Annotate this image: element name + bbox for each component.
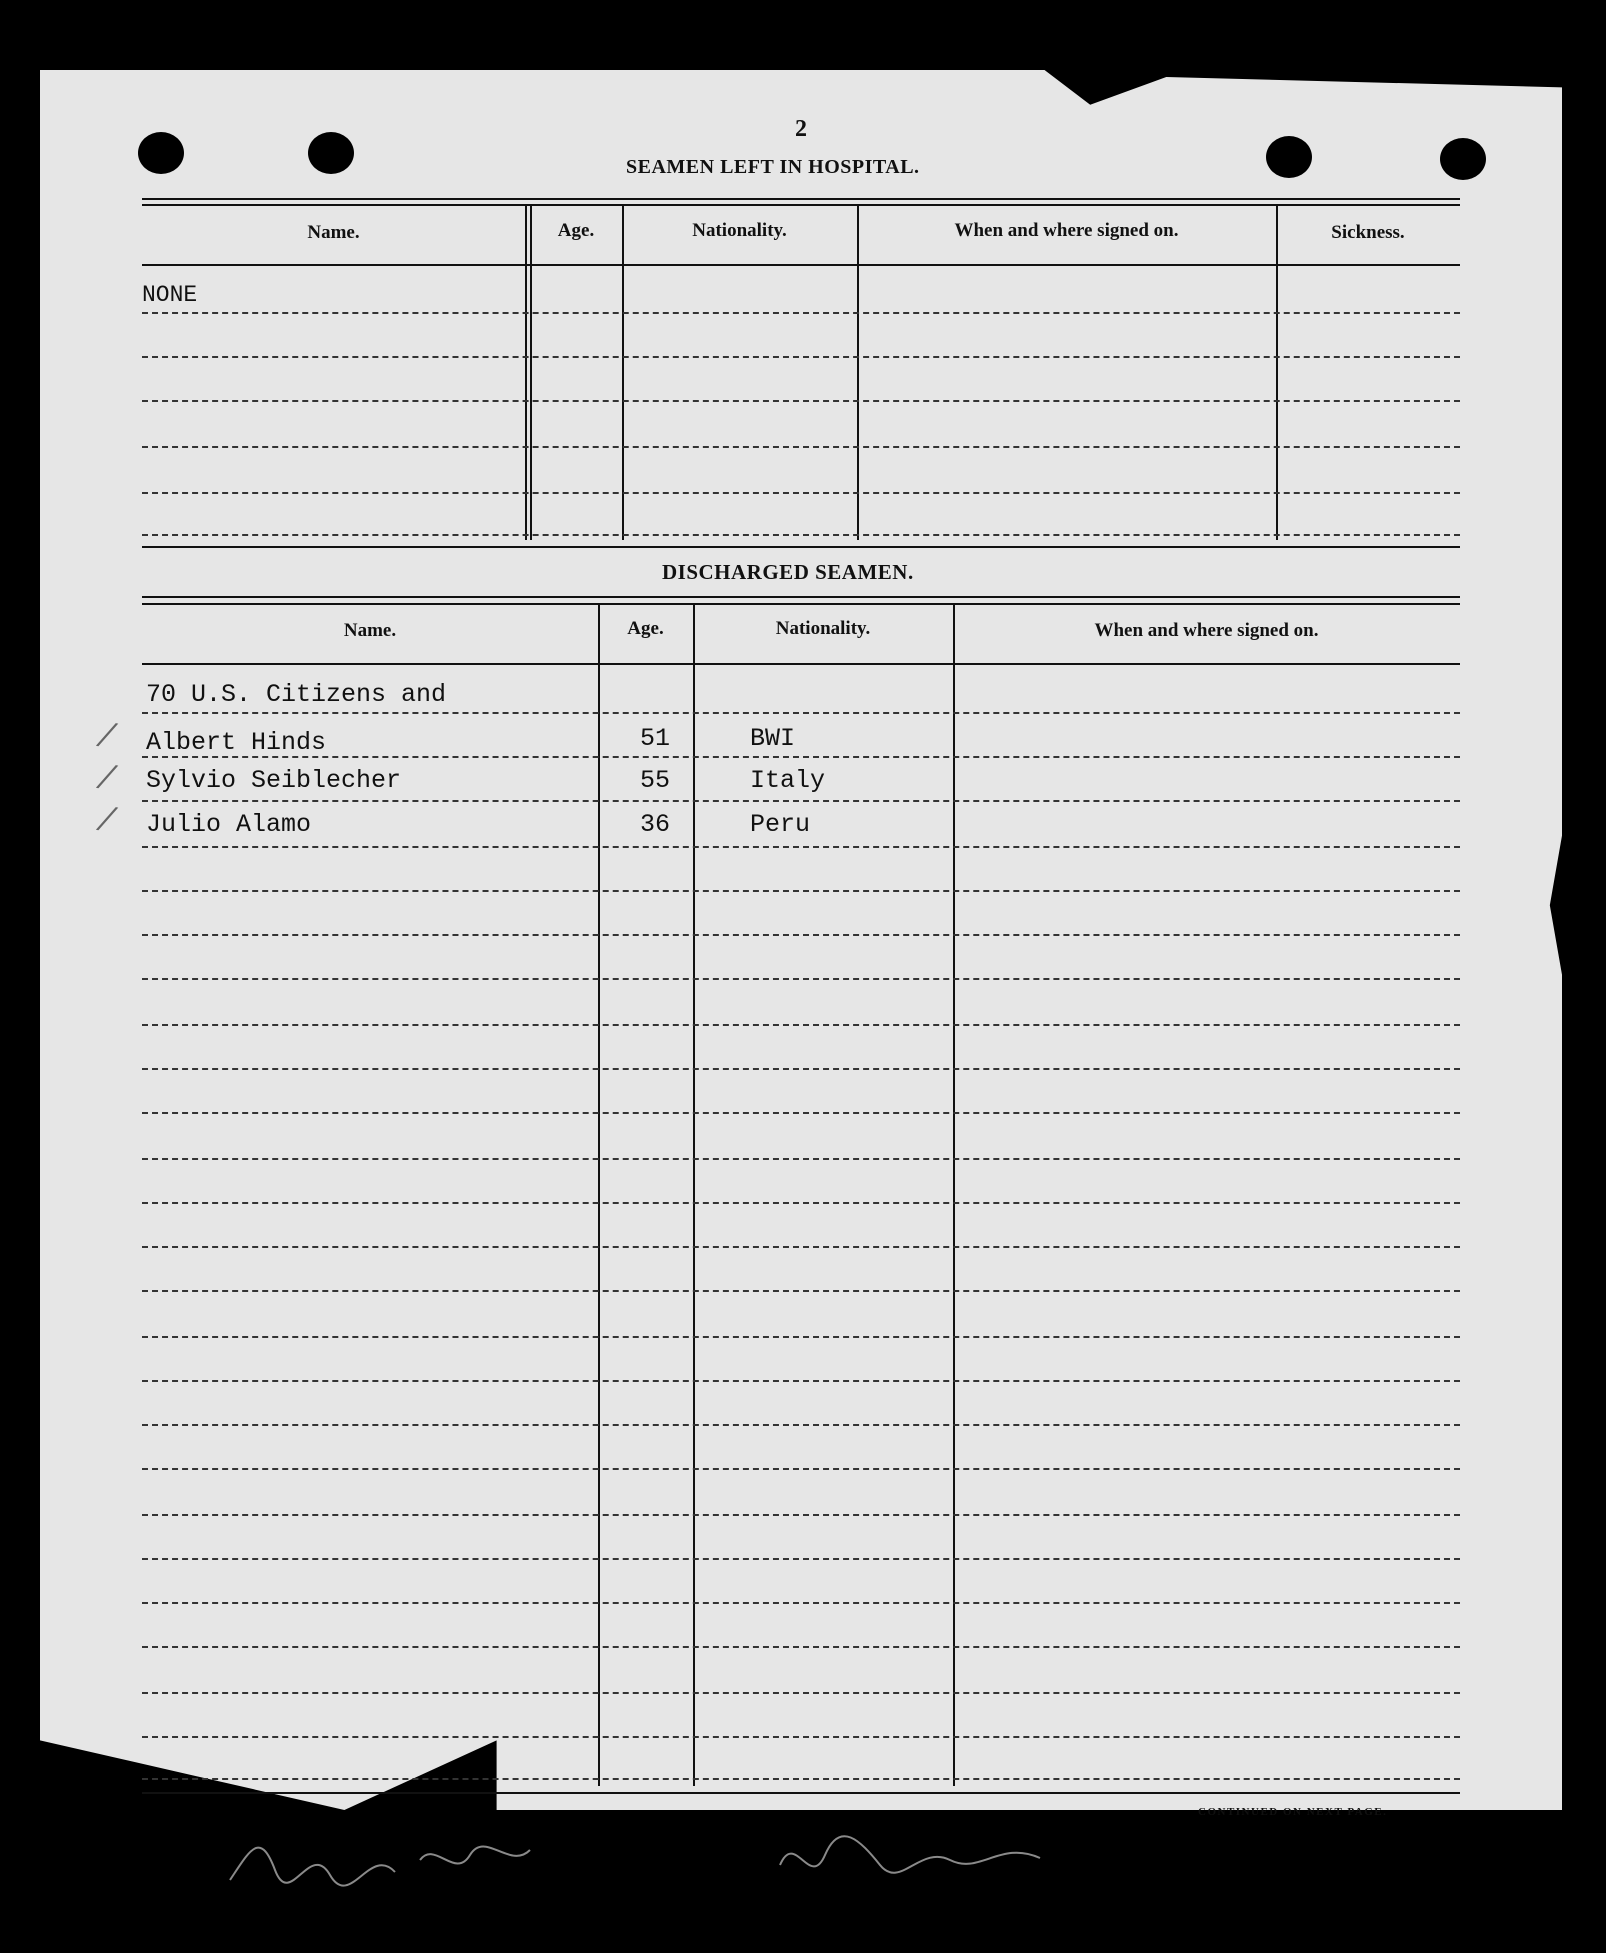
column-divider xyxy=(525,206,527,540)
discharged-row-name: Albert Hinds xyxy=(146,728,327,757)
column-divider xyxy=(693,604,695,1786)
continued-notice: CONTINUED ON NEXT PAGE. xyxy=(1198,1806,1388,1818)
pencil-scrawl xyxy=(220,1810,1120,1900)
discharged-col-signed-on: When and where signed on. xyxy=(1094,620,1319,641)
row-line xyxy=(142,1246,1460,1248)
discharged-row-nationality: BWI xyxy=(750,724,796,753)
pencil-check-mark: ⁄ xyxy=(100,757,114,799)
punch-hole xyxy=(1440,138,1486,180)
discharged-row-name: Sylvio Seiblecher xyxy=(146,766,402,795)
discharged-row-age: 51 xyxy=(640,724,671,753)
pencil-check-mark: ⁄ xyxy=(100,799,114,841)
punch-hole xyxy=(1266,136,1312,178)
discharged-row-name: Julio Alamo xyxy=(146,810,312,839)
discharged-col-age: Age. xyxy=(627,618,664,639)
discharged-row-age: 36 xyxy=(640,810,671,839)
column-divider xyxy=(857,206,859,540)
hospital-top-rule xyxy=(142,198,1460,200)
row-line xyxy=(142,1778,1460,1780)
row-line xyxy=(142,934,1460,936)
column-divider xyxy=(953,604,955,1786)
row-line xyxy=(142,1736,1460,1738)
discharged-row-nationality: Peru xyxy=(750,810,811,839)
row-line xyxy=(142,1202,1460,1204)
hospital-entry: NONE xyxy=(142,282,198,308)
row-line xyxy=(142,446,1460,448)
discharged-top-rule xyxy=(142,603,1460,605)
row-line xyxy=(142,312,1460,314)
discharged-intro: 70 U.S. Citizens and xyxy=(146,680,447,709)
hospital-col-name: Name. xyxy=(307,222,360,243)
discharged-bottom-rule xyxy=(142,1792,1460,1794)
discharged-top-rule xyxy=(142,596,1460,598)
page-number: 2 xyxy=(795,116,807,142)
punch-hole xyxy=(308,132,354,174)
row-line xyxy=(142,978,1460,980)
hospital-col-age: Age. xyxy=(557,220,595,241)
hospital-header-rule xyxy=(142,264,1460,266)
row-line xyxy=(142,1602,1460,1604)
row-line xyxy=(142,890,1460,892)
row-line xyxy=(142,400,1460,402)
row-line xyxy=(142,1112,1460,1114)
row-line xyxy=(142,1336,1460,1338)
column-divider xyxy=(598,604,600,1786)
pencil-check-mark: ⁄ xyxy=(100,715,114,757)
row-line xyxy=(142,356,1460,358)
column-divider xyxy=(622,206,624,540)
row-line xyxy=(142,1158,1460,1160)
column-divider xyxy=(530,206,532,540)
row-line xyxy=(142,1468,1460,1470)
row-line xyxy=(142,846,1460,848)
row-line xyxy=(142,1024,1460,1026)
discharged-row-nationality: Italy xyxy=(750,766,826,795)
row-line xyxy=(142,1692,1460,1694)
row-line xyxy=(142,1558,1460,1560)
discharged-section-title: DISCHARGED SEAMEN. xyxy=(662,560,914,584)
discharged-row-age: 55 xyxy=(640,766,671,795)
row-line xyxy=(142,534,1460,536)
discharged-header-rule xyxy=(142,663,1460,665)
row-line xyxy=(142,800,1460,802)
hospital-bottom-rule xyxy=(142,546,1460,548)
row-line xyxy=(142,1514,1460,1516)
discharged-col-name: Name. xyxy=(343,620,397,641)
row-line xyxy=(142,1380,1460,1382)
hospital-col-nationality: Nationality. xyxy=(692,220,787,241)
row-line xyxy=(142,492,1460,494)
hospital-section-title: SEAMEN LEFT IN HOSPITAL. xyxy=(626,156,920,178)
punch-hole xyxy=(138,132,184,174)
hospital-top-rule xyxy=(142,204,1460,206)
hospital-col-signed-on: When and where signed on. xyxy=(954,220,1179,241)
row-line xyxy=(142,1424,1460,1426)
row-line xyxy=(142,1290,1460,1292)
column-divider xyxy=(1276,206,1278,540)
discharged-col-nationality: Nationality. xyxy=(775,618,871,639)
row-line xyxy=(142,756,1460,758)
row-line xyxy=(142,1646,1460,1648)
hospital-col-sickness: Sickness. xyxy=(1331,222,1405,243)
row-line xyxy=(142,1068,1460,1070)
row-line xyxy=(142,712,1460,714)
document-page xyxy=(40,70,1562,1810)
